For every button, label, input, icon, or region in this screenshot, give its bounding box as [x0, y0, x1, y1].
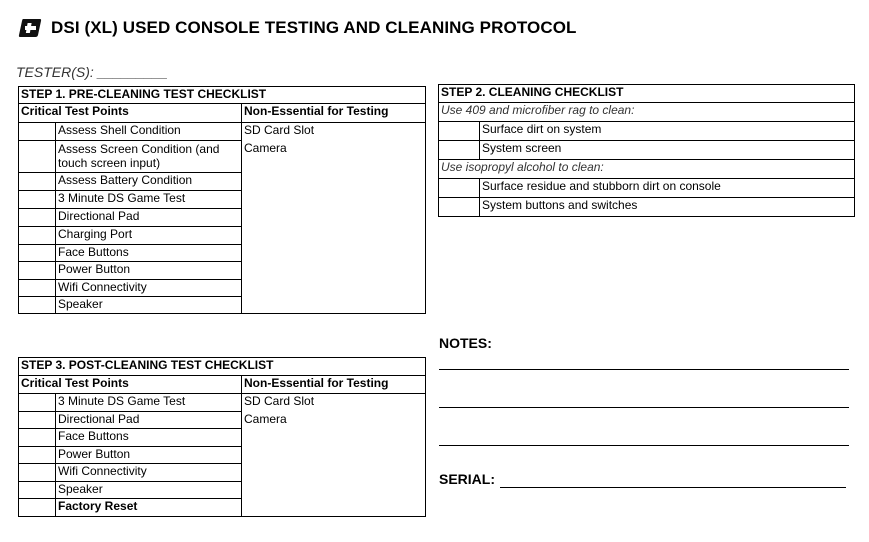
step1-nonessential-item: SD Card Slot: [244, 123, 315, 137]
checkbox-cell[interactable]: [439, 141, 480, 160]
checkbox-cell[interactable]: [19, 447, 56, 464]
step1-critical-item: Directional Pad: [56, 209, 242, 227]
checkbox-cell[interactable]: [19, 227, 56, 245]
step2-item: Surface dirt on system: [480, 122, 855, 141]
checkbox-cell[interactable]: [439, 179, 480, 198]
checkbox-cell[interactable]: [19, 245, 56, 262]
step2-table: [438, 84, 855, 217]
step1-critical-item: Speaker: [56, 297, 242, 314]
step3-nonessential-item: Camera: [244, 412, 287, 426]
step2-item: Surface residue and stubborn dirt on console: [480, 179, 855, 198]
plus-shield-icon: [18, 18, 42, 38]
checkbox-cell[interactable]: [19, 141, 56, 173]
step2-group1-note: Use 409 and microfiber rag to clean:: [439, 103, 855, 122]
notes-line[interactable]: [439, 407, 849, 408]
serial-label: SERIAL:: [439, 471, 495, 487]
serial-line[interactable]: [500, 487, 846, 488]
step1-critical-item: Charging Port: [56, 227, 242, 245]
checkbox-cell[interactable]: [19, 123, 56, 141]
checkbox-cell[interactable]: [19, 297, 56, 314]
step3-header: STEP 3. POST-CLEANING TEST CHECKLIST: [19, 358, 426, 376]
step3-table: [18, 357, 426, 517]
step3-nonessential-cell: [242, 394, 426, 517]
notes-label: NOTES:: [439, 335, 492, 351]
checkbox-cell[interactable]: [19, 191, 56, 209]
step1-critical-item: Assess Battery Condition: [56, 173, 242, 191]
checkbox-cell[interactable]: [19, 464, 56, 482]
step2-item: System buttons and switches: [480, 198, 855, 217]
step3-critical-item: Power Button: [56, 447, 242, 464]
step3-critical-item: Directional Pad: [56, 412, 242, 429]
page-title: DSI (XL) USED CONSOLE TESTING AND CLEANING PROTOCOL: [51, 18, 577, 37]
step1-critical-item: Face Buttons: [56, 245, 242, 262]
step3-critical-header: Critical Test Points: [19, 376, 242, 394]
step1-nonessential-cell: [242, 123, 426, 314]
step3-nonessential-item: SD Card Slot: [244, 394, 315, 408]
step1-critical-item: Assess Shell Condition: [56, 123, 242, 141]
step1-critical-item: Wifi Connectivity: [56, 280, 242, 297]
checkbox-cell[interactable]: [439, 122, 480, 141]
checkbox-cell[interactable]: [19, 499, 56, 517]
step1-critical-header: Critical Test Points: [19, 104, 242, 123]
step1-critical-item: Assess Screen Condition (and touch screen input): [56, 141, 242, 173]
tester-label[interactable]: TESTER(S): _________: [16, 64, 168, 80]
step3-critical-item: Wifi Connectivity: [56, 464, 242, 482]
step1-critical-item: 3 Minute DS Game Test: [56, 191, 242, 209]
checkbox-cell[interactable]: [19, 280, 56, 297]
step1-header: STEP 1. PRE-CLEANING TEST CHECKLIST: [19, 87, 426, 104]
title-row: [18, 14, 577, 42]
checkbox-cell[interactable]: [19, 173, 56, 191]
step3-nonessential-header: Non-Essential for Testing: [242, 376, 426, 394]
step3-critical-item: 3 Minute DS Game Test: [56, 394, 242, 412]
step3-critical-item: Face Buttons: [56, 429, 242, 447]
checkbox-cell[interactable]: [19, 209, 56, 227]
checkbox-cell[interactable]: [439, 198, 480, 217]
step2-group2-note: Use isopropyl alcohol to clean:: [439, 160, 855, 179]
checkbox-cell[interactable]: [19, 429, 56, 447]
step1-nonessential-item: Camera: [244, 141, 287, 155]
step1-table: [18, 86, 426, 314]
step3-critical-item: Speaker: [56, 482, 242, 499]
checkbox-cell[interactable]: [19, 394, 56, 412]
checkbox-cell[interactable]: [19, 262, 56, 280]
notes-line[interactable]: [439, 445, 849, 446]
checkbox-cell[interactable]: [19, 412, 56, 429]
checkbox-cell[interactable]: [19, 482, 56, 499]
step1-critical-item: Power Button: [56, 262, 242, 280]
step2-header: STEP 2. CLEANING CHECKLIST: [439, 85, 855, 103]
step2-item: System screen: [480, 141, 855, 160]
step3-critical-item: Factory Reset: [56, 499, 242, 517]
notes-line[interactable]: [439, 369, 849, 370]
step1-nonessential-header: Non-Essential for Testing: [242, 104, 426, 123]
